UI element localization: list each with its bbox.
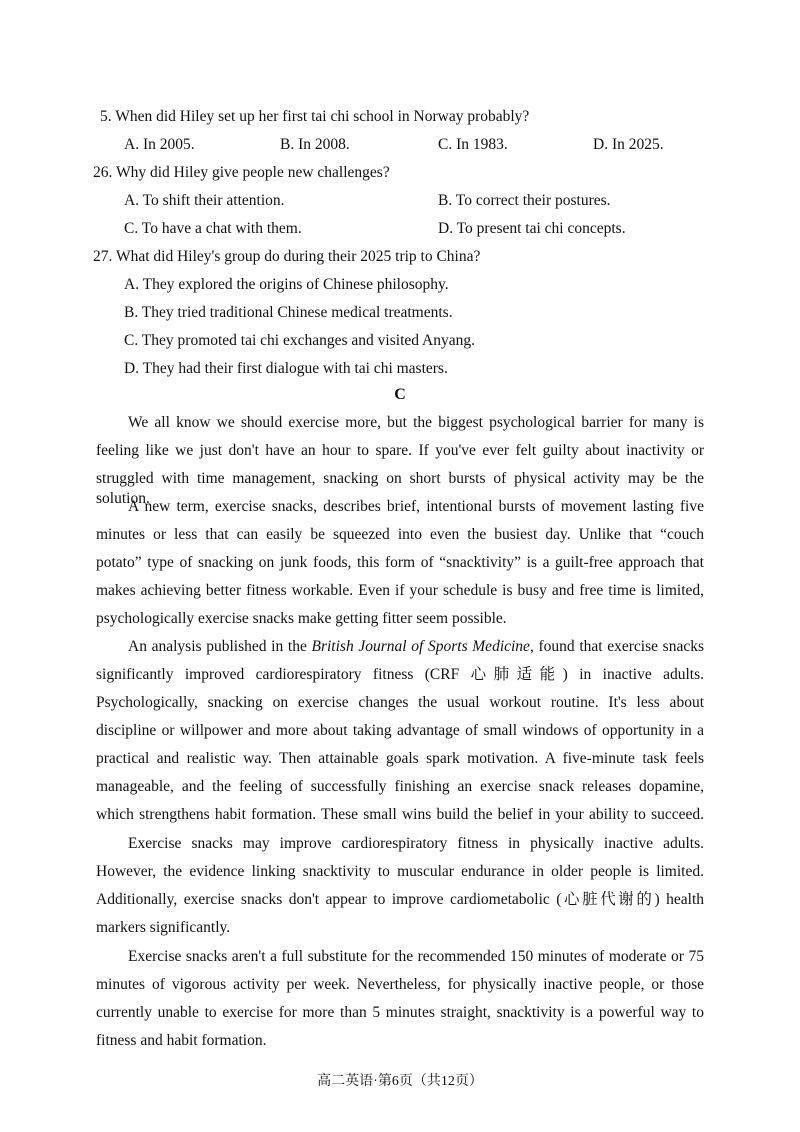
q26-option-b: B. To correct their postures. <box>438 192 611 209</box>
p5-line-3: currently unable to exercise for more than 5 minutes straight, snacktivity is a powerful way to <box>96 1004 704 1021</box>
q25-option-c: C. In 1983. <box>438 136 508 153</box>
p2-line-4: makes achieving better fitness workable. Even if your schedule is busy and free time is limited, <box>96 582 704 599</box>
q25-option-d: D. In 2025. <box>593 136 664 153</box>
p1-line-1: We all know we should exercise more, but the biggest psychological barrier for many is <box>128 414 704 431</box>
p3-line-7: which strengthens habit formation. These small wins build the belief in your ability to succeed. <box>96 806 704 823</box>
q25-option-a: A. In 2005. <box>124 136 195 153</box>
p4-line-2: However, the evidence linking snacktivity to muscular endurance in older people is limited. <box>96 863 704 880</box>
p4-line-1: Exercise snacks may improve cardiorespiratory fitness in physically inactive adults. <box>128 835 704 852</box>
p3-line-3: Psychologically, snacking on exercise changes the usual workout routine. It's less about <box>96 694 704 711</box>
question-25-stem: 5. When did Hiley set up her first tai chi school in Norway probably? <box>100 108 530 125</box>
p4-line-4: markers significantly. <box>96 919 231 936</box>
p2-line-5: psychologically exercise snacks make getting fitter seem possible. <box>96 610 507 627</box>
question-27-stem: 27. What did Hiley's group do during their 2025 trip to China? <box>93 248 481 265</box>
journal-title: British Journal of Sports Medicine <box>311 638 530 655</box>
q25-option-b: B. In 2008. <box>280 136 350 153</box>
q26-option-a: A. To shift their attention. <box>124 192 285 209</box>
p1-line-3: struggled with time management, snacking on short bursts of physical activity may be the solution. <box>96 470 704 507</box>
question-26-stem: 26. Why did Hiley give people new challenges? <box>93 164 390 181</box>
p3-line-5: practical and realistic way. Then attainable goals spark motivation. A five-minute task feels <box>96 750 704 767</box>
q27-option-a: A. They explored the origins of Chinese philosophy. <box>124 276 449 293</box>
q27-option-b: B. They tried traditional Chinese medical treatments. <box>124 304 453 321</box>
p2-line-3: potato” type of snacking on junk foods, this form of “snacktivity” is a guilt-free approach that <box>96 554 704 571</box>
p3-line-1 <box>128 637 704 657</box>
p5-line-1: Exercise snacks aren't a full substitute for the recommended 150 minutes of moderate or 75 <box>128 948 704 965</box>
q27-option-c: C. They promoted tai chi exchanges and visited Anyang. <box>124 332 475 349</box>
p5-line-4: fitness and habit formation. <box>96 1032 267 1049</box>
p3-prefix: An analysis published in the <box>128 638 312 655</box>
q26-option-c: C. To have a chat with them. <box>124 220 302 237</box>
section-heading-c: C <box>394 386 406 403</box>
p3-line-6: manageable, and the feeling of successfully finishing an exercise snack releases dopamine, <box>96 778 704 795</box>
p2-line-1: A new term, exercise snacks, describes brief, intentional bursts of movement lasting five <box>128 498 704 515</box>
p3-suffix: , found that exercise snacks <box>529 638 704 655</box>
q26-option-d: D. To present tai chi concepts. <box>438 220 626 237</box>
p3-line-2: significantly improved cardiorespiratory fitness (CRF 心肺适能) in inactive adults. <box>96 666 704 683</box>
p5-line-2: minutes of vigorous activity per week. Nevertheless, for physically inactive people, or those <box>96 976 704 993</box>
page-footer: 高二英语·第6页（共12页） <box>317 1074 483 1089</box>
p4-line-3: Additionally, exercise snacks don't appear to improve cardiometabolic (心脏代谢的) health <box>96 891 704 908</box>
p1-line-2: feeling like we just don't have an hour to spare. If you've ever felt guilty about inactivity or <box>96 442 704 459</box>
q27-option-d: D. They had their first dialogue with tai chi masters. <box>124 360 448 377</box>
p2-line-2: minutes or less that can easily be squeezed into even the busiest day. Unlike that “couch <box>96 526 704 543</box>
p3-line-4: discipline or willpower and more about taking advantage of small windows of opportunity in a <box>96 722 704 739</box>
